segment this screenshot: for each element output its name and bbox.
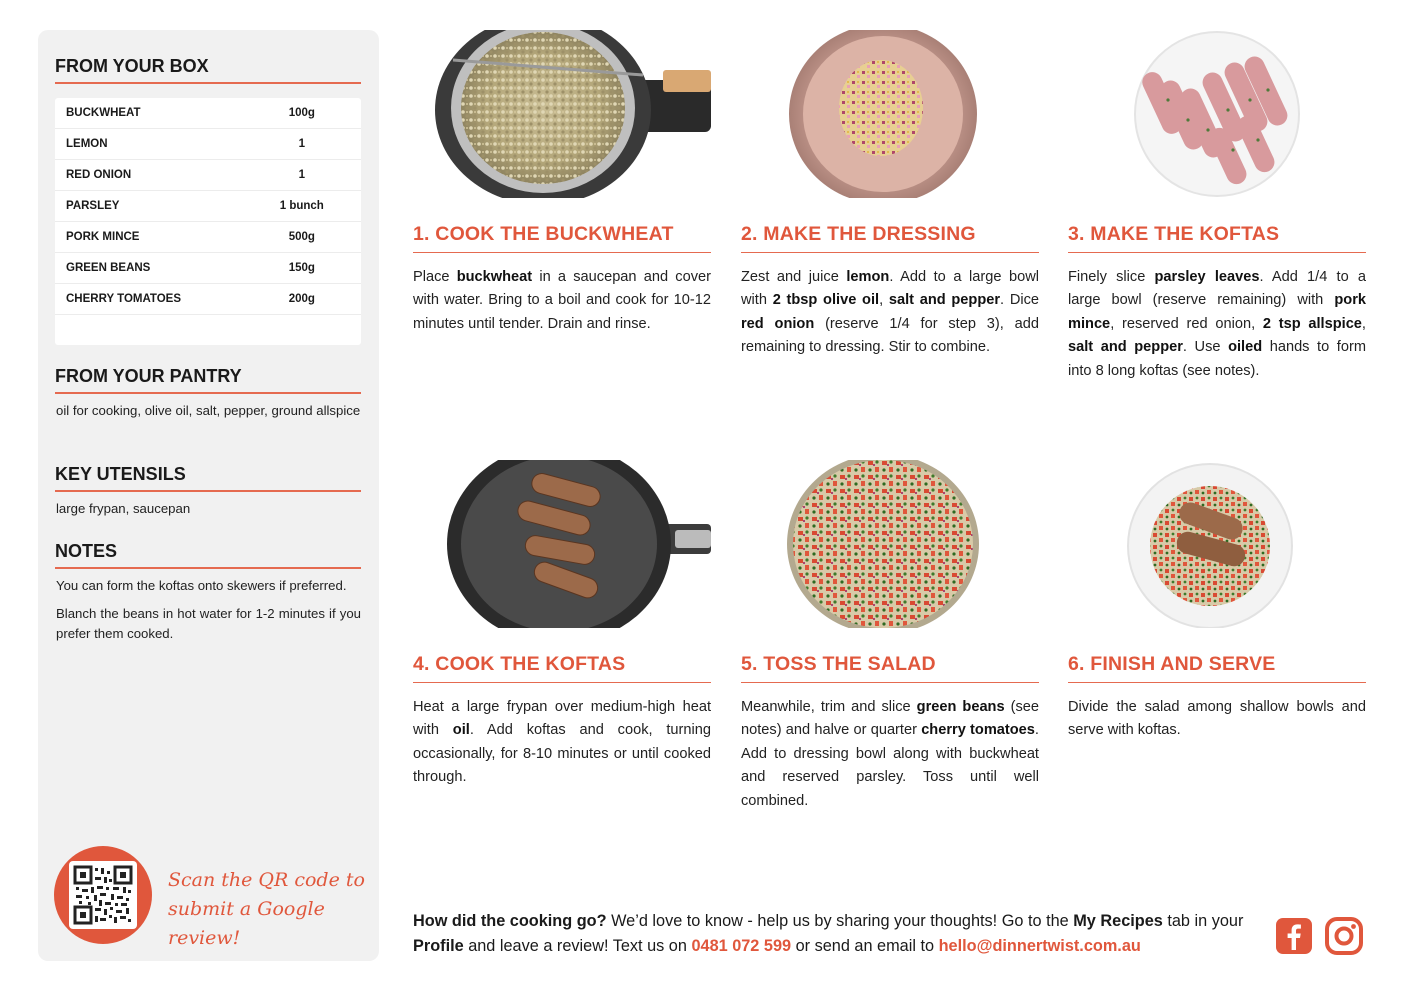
notes-heading: NOTES [55,541,361,569]
bold-ingredient: pork mince [1068,292,1366,332]
text-segment: . Add to a large bowl with [741,269,1039,309]
text-segment: , [879,292,889,309]
step-6-title: 6. FINISH AND SERVE [1068,653,1366,683]
step-2-title: 2. MAKE THE DRESSING [741,223,1039,253]
dressing-bowl-image [741,30,1039,198]
text-segment: . Add 1/4 to a large bowl (reserve remaining) with [1068,269,1367,309]
bold-ingredient: oiled [1228,339,1263,356]
step-1-title: 1. COOK THE BUCKWHEAT [413,223,711,253]
ingredient-name: BUCKWHEAT [66,107,141,119]
text-segment: or send an email to [791,937,939,955]
bold-ingredient: parsley leaves [1154,269,1260,285]
text-segment: tab in your [1162,912,1244,930]
text-segment: hands to form into 8 long koftas (see notes). [1068,339,1366,379]
box-ingredient-row [55,98,361,129]
box-ingredients-table [55,98,361,345]
note-1: You can form the koftas onto skewers if preferred. [56,578,347,593]
bold-ingredient: red onion [741,315,815,332]
box-ingredient-row [55,129,361,160]
text-segment: . Use [1182,339,1229,356]
text-segment: , [1361,315,1366,332]
step-2-instructions [741,266,1039,360]
step-4-title: 4. COOK THE KOFTAS [413,653,711,683]
ingredient-name: PORK MINCE [66,231,140,243]
text-segment: Meanwhile, trim and slice [741,699,917,715]
text-segment: Divide the salad among shallow bowls and serve with koftas. [1068,699,1366,739]
ingredient-quantity: 150g [288,262,315,274]
utensils-list: large frypan, saucepan [56,501,191,516]
instagram-icon[interactable] [1325,917,1363,955]
contact-link[interactable]: hello@dinnertwist.com.au [938,937,1141,955]
step-5-instructions [741,696,1039,813]
step-3-photo [1068,30,1366,198]
ingredient-name: CHERRY TOMATOES [66,293,182,305]
text-segment: We’d love to know - help us by sharing your thoughts! Go to the [606,912,1074,930]
text-segment: and leave a review! Text us on [463,937,692,955]
step-5-title: 5. TOSS THE SALAD [741,653,1039,683]
ingredient-quantity: 1 [298,169,305,181]
facebook-icon[interactable] [1275,917,1313,955]
box-ingredient-row [55,222,361,253]
box-ingredient-row [55,191,361,222]
buckwheat-sieve-image [413,30,711,198]
text-segment: (see notes) and halve or quarter [741,699,1039,739]
koftas-frypan-image [413,460,711,628]
ingredients-sidebar [38,30,379,961]
step-2-photo [741,30,1039,198]
text-segment: . Add to dressing bowl along with buckwheat and reserved parsley. Toss until well combined. [741,722,1039,809]
key-utensils-heading: KEY UTENSILS [55,464,361,492]
step-3-instructions [1068,266,1366,383]
qr-code-badge[interactable] [54,846,152,944]
text-segment: Heat a large frypan over medium-high heat with [413,699,711,739]
ingredient-name: GREEN BEANS [66,262,151,274]
plated-dish-image [1068,460,1366,628]
qr-code-icon [73,865,133,925]
ingredient-name: RED ONION [66,169,132,181]
bold-ingredient: buckwheat [456,269,533,285]
raw-koftas-image [1068,30,1366,198]
ingredient-quantity: 200g [288,293,315,305]
step-1-instructions [413,266,711,336]
box-ingredient-row [55,253,361,284]
step-4-photo [413,460,711,628]
from-your-pantry-heading: FROM YOUR PANTRY [55,366,361,394]
bold-ingredient: lemon [846,269,890,285]
qr-review-caption [168,866,368,953]
ingredient-name: PARSLEY [66,200,120,212]
feedback-footer [413,909,1263,959]
box-ingredient-row [55,160,361,191]
bold-ingredient: cherry tomatoes [921,722,1035,739]
ingredient-quantity: 1 bunch [279,200,324,212]
text-segment: Place [413,269,457,285]
text-segment: . Dice [1000,292,1040,309]
note-2: Blanch the beans in hot water for 1-2 minutes if you prefer them cooked. [56,606,361,641]
qr-caption-line-1: Scan the QR code to [168,869,365,891]
bold-ingredient: oil [452,722,470,739]
bold-ingredient: 2 tsp allspice [1262,315,1362,332]
text-segment: in a saucepan and cover with water. Bring to a boil and cook for 10-12 minutes until tender. Drain and rinse. [413,269,711,332]
text-segment: , reserved red onion, [1110,315,1263,332]
step-3-title: 3. MAKE THE KOFTAS [1068,223,1366,253]
pantry-list: oil for cooking, olive oil, salt, pepper, ground allspice [56,403,361,418]
from-your-box-heading: FROM YOUR BOX [55,56,361,84]
text-segment: Zest and juice [741,269,847,285]
ingredient-quantity: 100g [288,107,315,119]
ingredient-quantity: 500g [288,231,315,243]
text-segment: (reserve 1/4 for step 3), add remaining to dressing. Stir to combine. [741,315,1039,356]
text-segment: Finely slice [1068,269,1155,285]
box-ingredient-row [55,284,361,315]
step-6-instructions [1068,696,1366,743]
step-5-photo [741,460,1039,628]
ingredient-name: LEMON [66,138,108,150]
bold-ingredient: 2 tbsp olive oil [772,292,880,309]
text-segment: . Add koftas and cook, turning occasionally, for 8-10 minutes or until cooked through. [413,722,711,786]
bold-ingredient: Profile [413,937,464,955]
bold-ingredient: My Recipes [1073,912,1163,930]
step-1-photo [413,30,711,198]
salad-bowl-image [741,460,1039,628]
step-6-photo [1068,460,1366,628]
ingredient-quantity: 1 [298,138,305,150]
contact-link[interactable]: 0481 072 599 [691,937,792,955]
bold-ingredient: How did the cooking go? [413,912,607,930]
bold-ingredient: salt and pepper [1068,339,1183,356]
bold-ingredient: salt and pepper [888,292,1001,309]
bold-ingredient: green beans [916,699,1005,715]
qr-caption-line-2: submit a Google review! [168,898,325,949]
step-4-instructions [413,696,711,790]
